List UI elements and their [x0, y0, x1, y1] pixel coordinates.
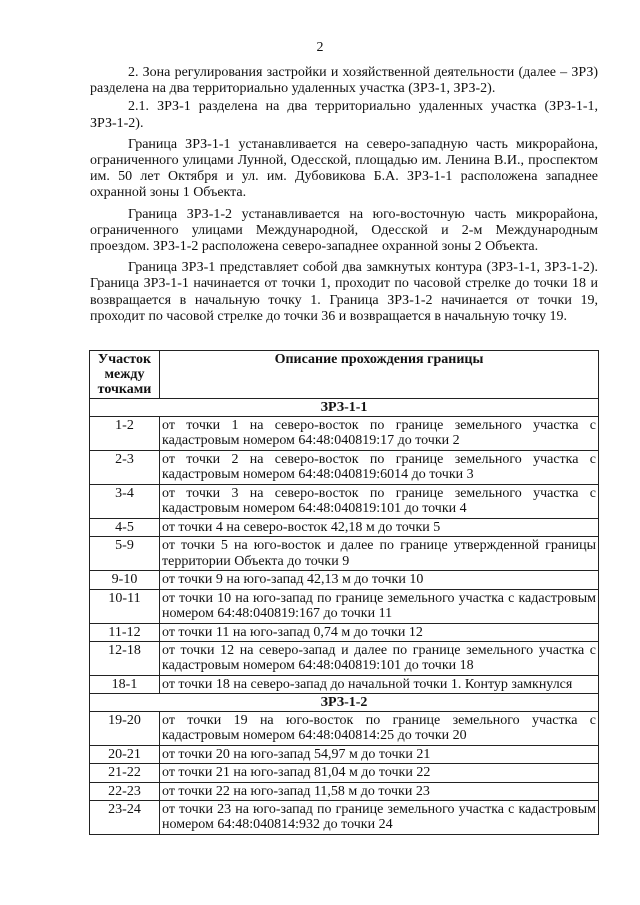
section-row — [90, 399, 599, 417]
segment-cell: 2-3 — [90, 451, 160, 485]
table-row — [90, 451, 599, 485]
boundary-table — [89, 350, 599, 835]
table-header-row — [90, 351, 599, 399]
table-row — [90, 537, 599, 571]
paragraph-contours: Граница ЗРЗ-1 представляет собой два замкнутых контура (ЗРЗ-1-1, ЗРЗ-1-2). Граница ЗРЗ-1-1 начинается от точки 1, проходит по часовой стрелке до точки 18 и возвращается в начальную точку 1. Граница ЗРЗ-1-2 начинается от точки 19, проходит по часовой стрелке до точки 36 и возвращается в начальную точку 19. — [90, 260, 598, 324]
description-cell: от точки 22 на юго-запад 11,58 м до точки 23 — [160, 782, 599, 800]
description-cell: от точки 12 на северо-запад и далее по границе земельного участка с кадастровым номером 64:48:040819:101 до точки 18 — [160, 641, 599, 675]
table-row — [90, 485, 599, 519]
segment-cell: 18-1 — [90, 675, 160, 693]
segment-cell: 22-23 — [90, 782, 160, 800]
paragraph-zone-regulation: 2. Зона регулирования застройки и хозяйственной деятельности (далее – ЗРЗ) разделена на два территориально удаленных участка (ЗРЗ-1, ЗРЗ-2). — [90, 65, 598, 97]
table-row — [90, 417, 599, 451]
segment-cell: 12-18 — [90, 641, 160, 675]
segment-cell: 9-10 — [90, 571, 160, 589]
segment-cell: 4-5 — [90, 519, 160, 537]
page-number: 2 — [316, 40, 324, 55]
description-cell: от точки 3 на северо-восток по границе земельного участка с кадастровым номером 64:48:040819:101 до точки 4 — [160, 485, 599, 519]
section-title-zrz1-2: ЗРЗ-1-2 — [90, 694, 599, 712]
description-cell: от точки 2 на северо-восток по границе земельного участка с кадастровым номером 64:48:040819:6014 до точки 3 — [160, 451, 599, 485]
table-row — [90, 782, 599, 800]
segment-cell: 23-24 — [90, 800, 160, 834]
section-title-zrz1-1: ЗРЗ-1-1 — [90, 399, 599, 417]
table-row — [90, 641, 599, 675]
segment-cell: 3-4 — [90, 485, 160, 519]
description-cell: от точки 1 на северо-восток по границе земельного участка с кадастровым номером 64:48:040819:17 до точки 2 — [160, 417, 599, 451]
segment-cell: 20-21 — [90, 746, 160, 764]
body-text — [90, 65, 598, 330]
table-row — [90, 623, 599, 641]
description-cell: от точки 18 на северо-запад до начальной точки 1. Контур замкнулся — [160, 675, 599, 693]
description-cell: от точки 4 на северо-восток 42,18 м до точки 5 — [160, 519, 599, 537]
paragraph-zrz1-1-boundary: Граница ЗРЗ-1-1 устанавливается на северо-западную часть микрорайона, ограниченного улицами Лунной, Одесской, площадью им. Ленина В.И., проспектом им. 50 лет Октября и ул. им. Дубовикова Б.А. ЗРЗ-1-1 расположена западнее охранной зоны 1 Объекта. — [90, 136, 598, 201]
table-row — [90, 712, 599, 746]
description-cell: от точки 5 на юго-восток и далее по границе утвержденной границы территории Объекта до точки 9 — [160, 537, 599, 571]
segment-cell: 21-22 — [90, 764, 160, 782]
table-row — [90, 764, 599, 782]
table-row — [90, 571, 599, 589]
description-cell: от точки 11 на юго-запад 0,74 м до точки 12 — [160, 623, 599, 641]
segment-cell: 5-9 — [90, 537, 160, 571]
description-cell: от точки 23 на юго-запад по границе земельного участка с кадастровым номером 64:48:040814:932 до точки 24 — [160, 800, 599, 834]
segment-cell: 11-12 — [90, 623, 160, 641]
description-cell: от точки 21 на юго-запад 81,04 м до точки 22 — [160, 764, 599, 782]
table-row — [90, 519, 599, 537]
table-row — [90, 800, 599, 834]
description-cell: от точки 10 на юго-запад по границе земельного участка с кадастровым номером 64:48:040819:167 до точки 11 — [160, 589, 599, 623]
table-row — [90, 675, 599, 693]
segment-cell: 10-11 — [90, 589, 160, 623]
segment-cell: 1-2 — [90, 417, 160, 451]
description-cell: от точки 20 на юго-запад 54,97 м до точки 21 — [160, 746, 599, 764]
segment-cell: 19-20 — [90, 712, 160, 746]
table-row — [90, 746, 599, 764]
section-row — [90, 694, 599, 712]
header-description: Описание прохождения границы — [160, 351, 599, 399]
description-cell: от точки 9 на юго-запад 42,13 м до точки 10 — [160, 571, 599, 589]
description-cell: от точки 19 на юго-восток по границе земельного участка с кадастровым номером 64:48:040814:25 до точки 20 — [160, 712, 599, 746]
paragraph-zrz1-split: 2.1. ЗРЗ-1 разделена на два территориально удаленных участка (ЗРЗ-1-1, ЗРЗ-1-2). — [90, 99, 598, 131]
table-row — [90, 589, 599, 623]
header-segment: Участок между точками — [90, 351, 160, 399]
paragraph-zrz1-2-boundary: Граница ЗРЗ-1-2 устанавливается на юго-восточную часть микрорайона, ограниченного улицами Международной, Одесской и 2-м Международным проездом. ЗРЗ-1-2 расположена северо-западнее охранной зоны 2 Объекта. — [90, 206, 598, 255]
